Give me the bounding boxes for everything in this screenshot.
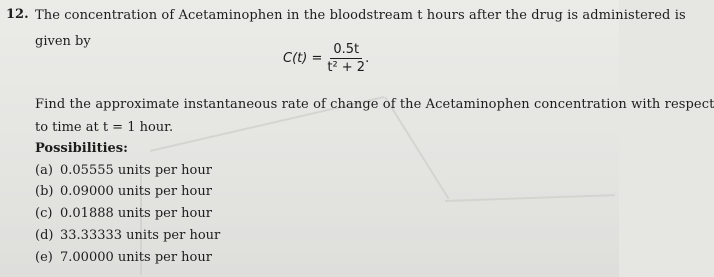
concentration-formula [283,42,369,75]
option-text: 0.09000 units per hour [60,184,212,199]
formula-period: . [365,51,370,66]
question-text-line4: to time at t = 1 hour. [35,120,174,135]
question-text-line3: Find the approximate instantaneous rate of change of the Acetaminophen concentration with respect [35,97,714,112]
question-number: 12. [6,7,29,22]
formula-numerator: 0.5t [330,42,362,59]
option-label: (d) [35,228,54,243]
option-label: (c) [35,206,53,221]
option-b[interactable] [35,184,212,199]
background-line [445,194,615,202]
option-e[interactable] [35,250,212,265]
option-label: (b) [35,184,54,199]
option-c[interactable] [35,206,212,221]
possibilities-heading: Possibilities: [35,141,128,156]
option-d[interactable] [35,228,220,243]
option-text: 0.01888 units per hour [60,206,212,221]
formula-fraction [327,42,365,75]
option-text: 33.33333 units per hour [60,228,221,243]
option-text: 7.00000 units per hour [60,250,212,265]
formula-lhs: C(t) = [283,51,323,66]
question-text-line2: given by [35,34,91,49]
formula-denominator: t² + 2 [327,60,366,75]
question-text-line1: The concentration of Acetaminophen in the bloodstream t hours after the drug is administered is [35,8,686,23]
option-label: (e) [35,250,53,265]
option-label: (a) [35,163,53,178]
option-a[interactable] [35,163,212,178]
option-text: 0.05555 units per hour [60,163,212,178]
